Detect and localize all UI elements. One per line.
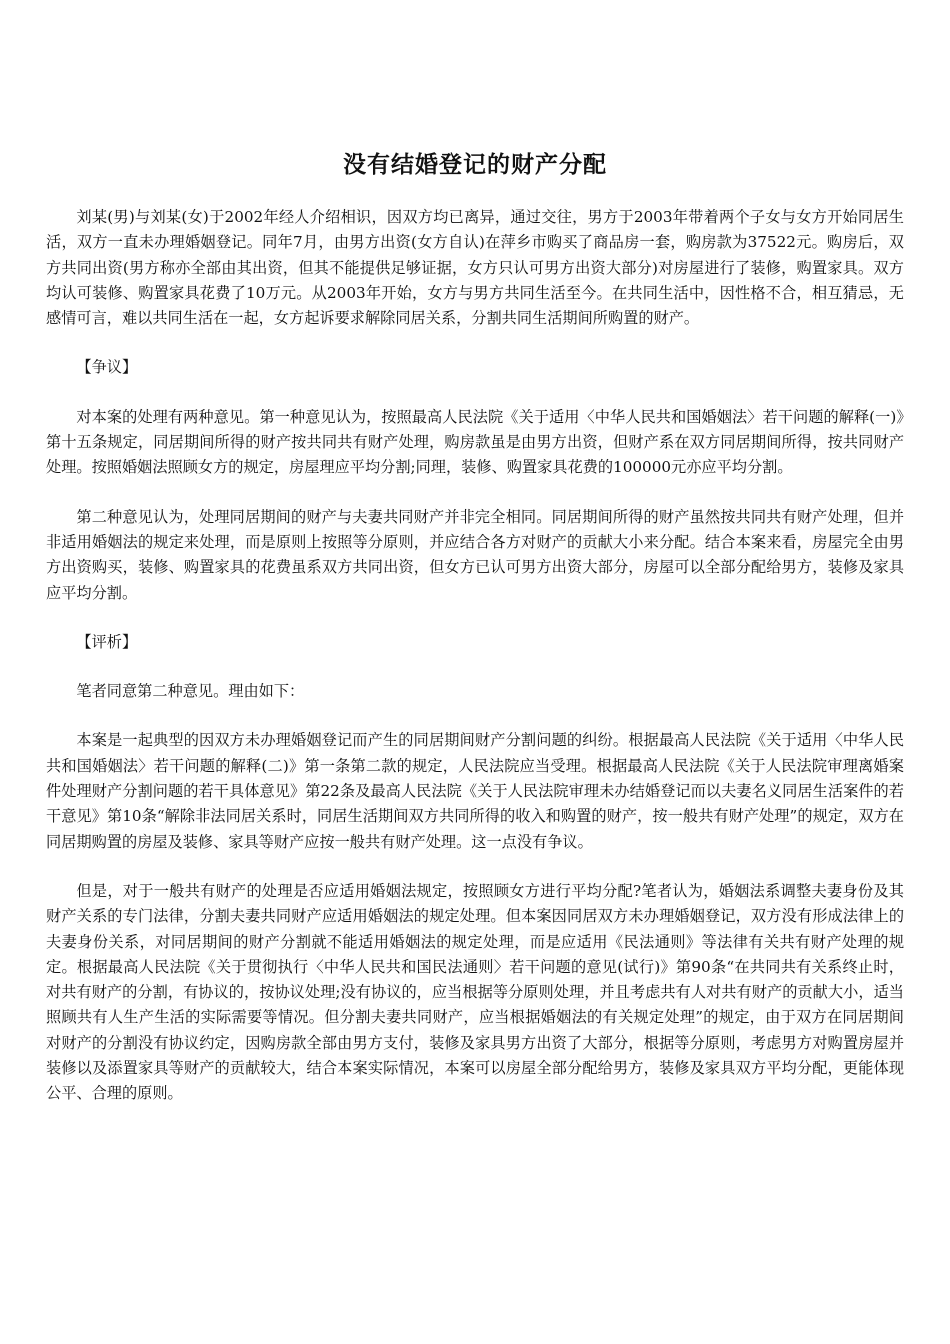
document-page — [46, 0, 904, 1131]
section-heading-analysis: 【评析】 — [76, 632, 138, 651]
paragraph-author-agrees: 笔者同意第二种意见。理由如下： — [76, 682, 305, 701]
paragraph-first-opinion: 对本案的处理有两种意见。第一种意见认为，按照最高人民法院《关于适用〈中华人民共和国婚姻法〉若干问题的解释(一)》第十五条规定，同居期间所得的财产按共同共有财产处理，购房款虽是由男方出资，但财产系在双方同居期间所得，按共同财产处理。按照婚姻法照顾女方的规定，房屋理应平均分割;同理，装修、购置家具花费的100000元亦应平均分割。 — [46, 407, 904, 477]
paragraph-case-facts: 刘某(男)与刘某(女)于2002年经人介绍相识，因双方均已离异，通过交往，男方于2003年带着两个子女与女方开始同居生活，双方一直未办理婚姻登记。同年7月，由男方出资(女方自认)在萍乡市购买了商品房一套，购房款为37522元。购房后，双方共同出资(男方称亦全部由其出资，但其不能提供足够证据，女方只认可男方出资大部分)对房屋进行了装修，购置家具。双方均认可装修、购置家具花费了10万元。从2003年开始，女方与男方共同生活至今。在共同生活中，因性格不合，相互猜忌，无感情可言，难以共同生活在一起，女方起诉要求解除同居关系，分割共同生活期间所购置的财产。 — [46, 208, 904, 328]
document-body — [46, 205, 904, 1107]
paragraph-second-opinion: 第二种意见认为，处理同居期间的财产与夫妻共同财产并非完全相同。同居期间所得的财产虽然按共同共有财产处理，但并非适用婚姻法的规定来处理，而是原则上按照等分原则，并应结合各方对财产的贡献大小来分配。结合本案来看，房屋完全由男方出资购买，装修、购置家具的花费虽系双方共同出资，但女方已认可男方出资大部分，房屋可以全部分配给男方，装修及家具应平均分割。 — [46, 507, 904, 602]
paragraph-legal-basis: 本案是一起典型的因双方未办理婚姻登记而产生的同居期间财产分割问题的纠纷。根据最高人民法院《关于适用〈中华人民共和国婚姻法〉若干问题的解释(二)》第一条第二款的规定，人民法院应当受理。根据最高人民法院《关于人民法院审理离婚案件处理财产分割问题的若干具体意见》第22条及最高人民法院《关于人民法院审理未办结婚登记而以夫妻名义同居生活案件的若干意见》第10条“解除非法同居关系时，同居生活期间双方共同所得的收入和购置的财产，按一般共有财产处理”的规定，双方在同居期购置的房屋及装修、家具等财产应按一般共有财产处理。这一点没有争议。 — [46, 731, 904, 851]
paragraph-conclusion: 但是，对于一般共有财产的处理是否应适用婚姻法规定，按照顾女方进行平均分配?笔者认为，婚姻法系调整夫妻身份及其财产关系的专门法律，分割夫妻共同财产应适用婚姻法的规定处理。但本案因同居双方未办理婚姻登记，双方没有形成法律上的夫妻身份关系，对同居期间的财产分割就不能适用婚姻法的规定处理，而是应适用《民法通则》等法律有关共有财产处理的规定。根据最高人民法院《关于贯彻执行〈中华人民共和国民法通则〉若干问题的意见(试行)》第90条“在共同共有关系终止时，对共有财产的分割，有协议的，按协议处理;没有协议的，应当根据等分原则处理，并且考虑共有人对共有财产的贡献大小，适当照顾共有人生产生活的实际需要等情况。但分割夫妻共同财产，应当根据婚姻法的有关规定处理”的规定，由于双方在同居期间对财产的分割没有协议约定，因购房款全部由男方支付，装修及家具男方出资了大部分，根据等分原则，考虑男方对购置房屋并装修以及添置家具等财产的贡献较大，结合本案实际情况，本案可以房屋全部分配给男方，装修及家具双方平均分配，更能体现公平、合理的原则。 — [46, 881, 904, 1103]
section-heading-dispute: 【争议】 — [76, 358, 138, 377]
document-title: 没有结婚登记的财产分配 — [343, 152, 607, 178]
